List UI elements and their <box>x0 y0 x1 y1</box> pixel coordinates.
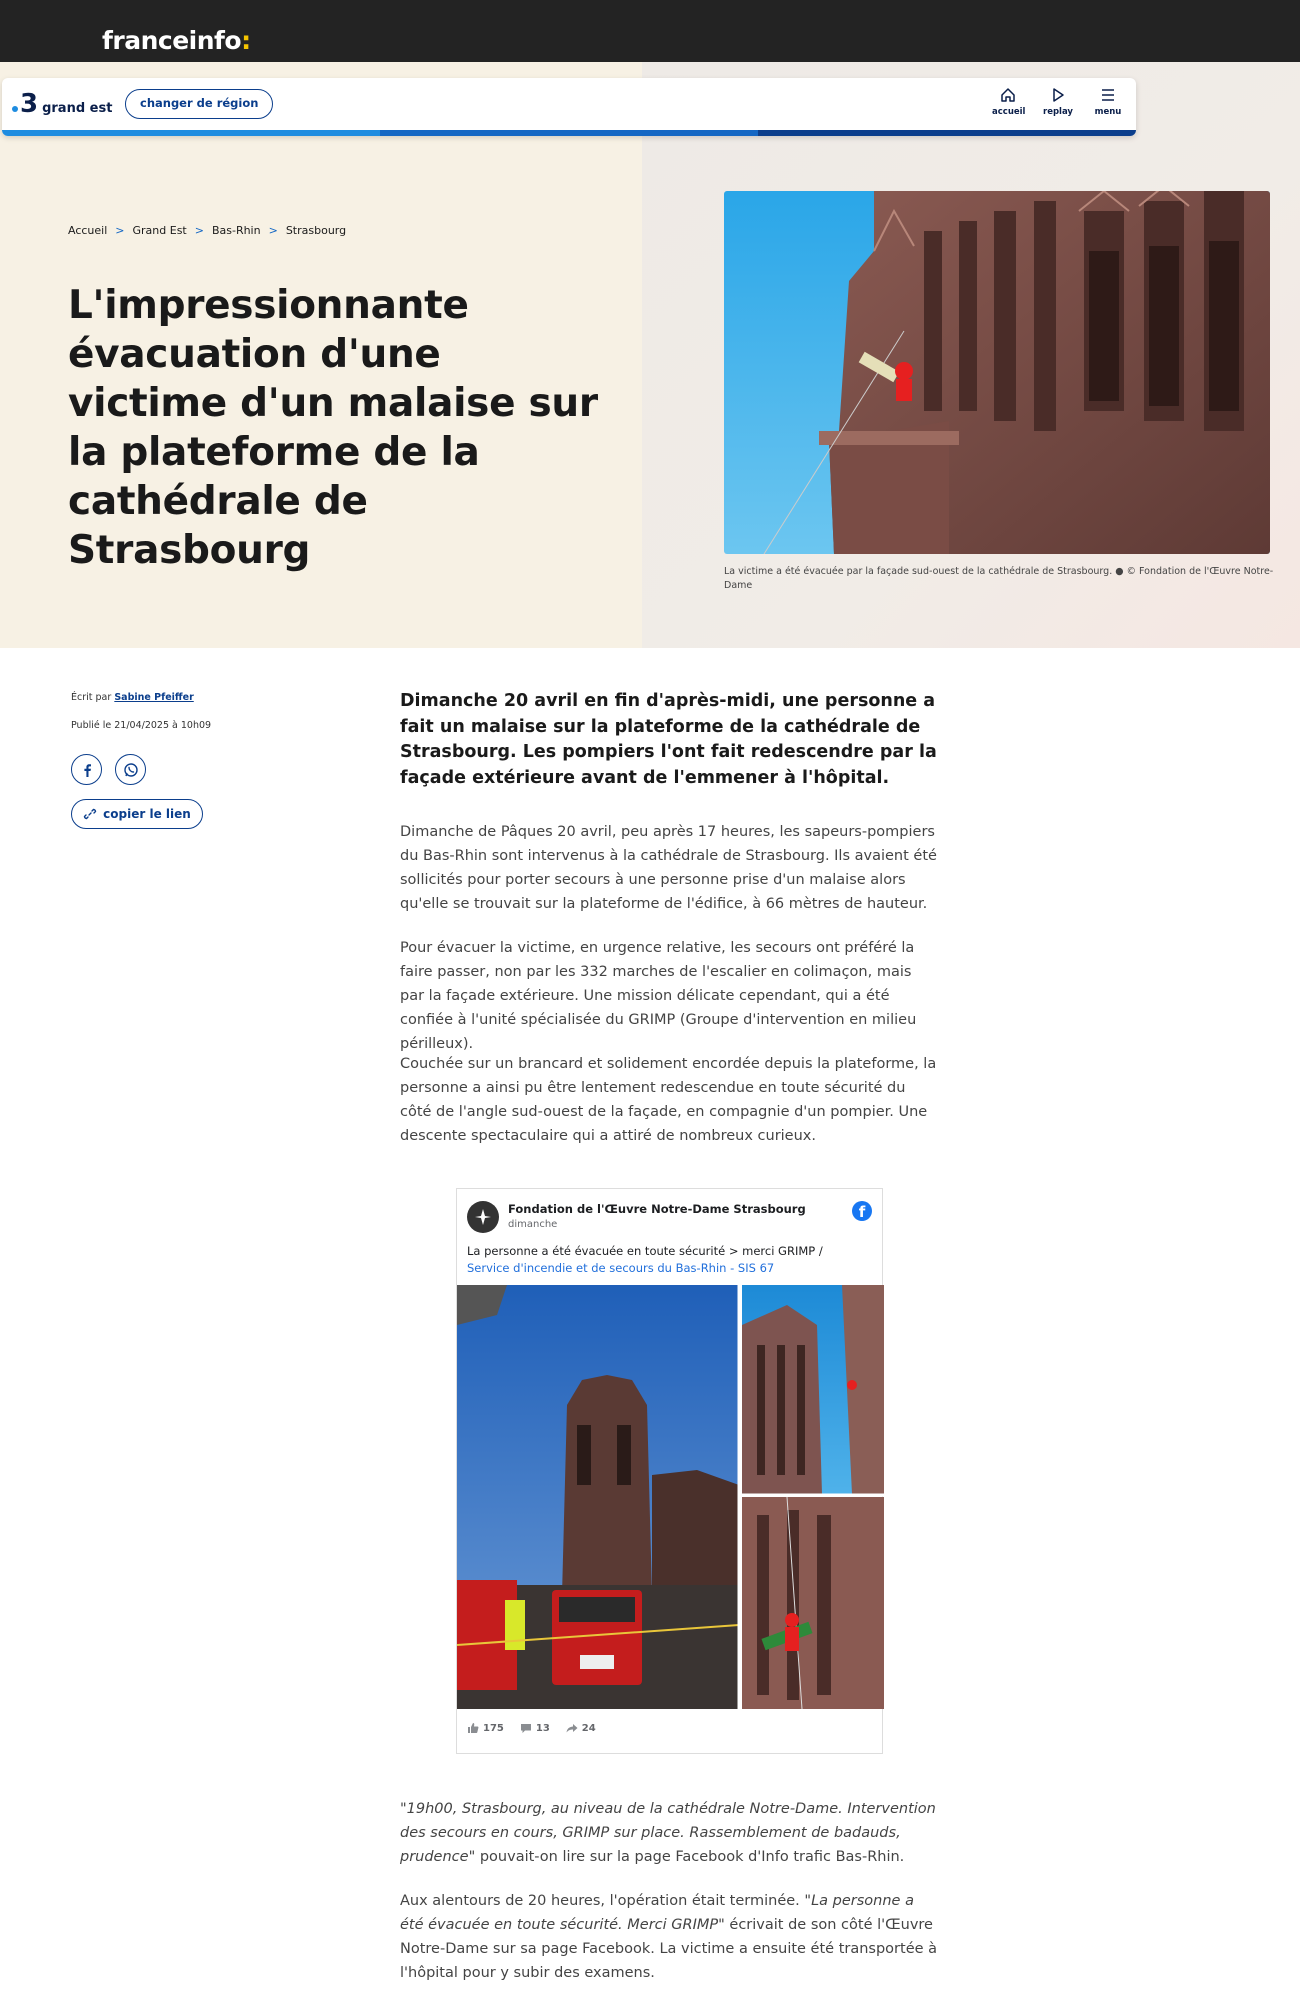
quote-info-trafic: "19h00, Strasbourg, au niveau de la cathédrale Notre-Dame. Intervention des secours en cours, GRIMP sur place. Rassemblement de badauds, prudence" <box>400 1801 936 1865</box>
facebook-embed[interactable] <box>456 1188 883 1754</box>
france3-logo[interactable] <box>12 89 113 119</box>
breadcrumb-accueil[interactable]: Accueil <box>68 224 108 237</box>
menu-icon <box>1100 87 1116 103</box>
nav-home-label: accueil <box>992 107 1026 117</box>
nav-menu[interactable] <box>1092 87 1124 117</box>
article-paragraph-5 <box>400 1889 940 1985</box>
fb-likes[interactable] <box>467 1722 504 1734</box>
copy-link-label: copier le lien <box>103 807 191 821</box>
chevron-right-icon: > <box>115 224 125 237</box>
article-paragraph-1: Dimanche de Pâques 20 avril, peu après 17 heures, les sapeurs-pompiers du Bas-Rhin sont intervenus à la cathédrale de Strasbourg. Ils avaient été sollicités pour porter secours à une personne prise d'un malaise alors qu'elle se trouvait sur la plateforme de l'édifice, à 66 mètres de hauteur. <box>400 824 937 912</box>
fb-photo-grid[interactable] <box>457 1285 884 1709</box>
link-icon <box>83 807 97 821</box>
share-icon <box>566 1722 578 1734</box>
fb-comments[interactable] <box>520 1722 550 1734</box>
brand-colon: : <box>241 26 251 55</box>
chevron-right-icon: > <box>194 224 204 237</box>
nav-replay-label: replay <box>1043 107 1073 117</box>
region-stripe <box>2 130 1136 136</box>
publish-date: Publié le 21/04/2025 à 10h09 <box>71 720 212 731</box>
author-line <box>71 692 194 703</box>
fb-shares[interactable] <box>566 1722 596 1734</box>
fb-post-time[interactable]: dimanche <box>508 1219 558 1230</box>
quote-oeuvre-notre-dame: "La personne a été évacuée en toute sécurité. Merci GRIMP" <box>400 1893 914 1933</box>
copy-link-button[interactable] <box>71 799 203 829</box>
comment-icon <box>520 1722 532 1734</box>
fb-post-text <box>467 1243 867 1277</box>
breadcrumb-bas-rhin[interactable]: Bas-Rhin <box>211 224 261 237</box>
share-whatsapp-button[interactable] <box>115 754 146 785</box>
hero-image <box>724 191 1270 554</box>
header-nav <box>992 87 1124 117</box>
region-name: grand est <box>42 101 113 116</box>
breadcrumb <box>68 224 346 237</box>
cathedral-logo-icon <box>473 1207 493 1227</box>
paragraph-4-rest: pouvait-on lire sur la page Facebook d'Info trafic Bas-Rhin. <box>475 1849 905 1865</box>
logo-number: 3 <box>20 89 39 119</box>
brand-text: franceinfo <box>102 26 242 55</box>
chevron-right-icon: > <box>268 224 278 237</box>
nav-home[interactable] <box>992 87 1024 117</box>
facebook-logo-icon[interactable]: f <box>852 1201 872 1221</box>
fb-stats <box>467 1722 596 1734</box>
fb-page-name[interactable]: Fondation de l'Œuvre Notre-Dame Strasbourg <box>508 1202 806 1216</box>
breadcrumb-grand-est[interactable]: Grand Est <box>132 224 187 237</box>
nav-menu-label: menu <box>1094 107 1122 117</box>
fb-likes-count: 175 <box>483 1722 504 1734</box>
share-facebook-button[interactable] <box>71 754 102 785</box>
franceinfo-logo[interactable] <box>102 26 251 55</box>
fb-shares-count: 24 <box>581 1722 596 1734</box>
thumbs-up-icon <box>467 1722 479 1734</box>
article-paragraph-3: Couchée sur un brancard et solidement encordée depuis la plateforme, la personne a ainsi pu être lentement redescendue en toute sécurité du côté de l'angle sud-ouest de la façade, en compagnie d'un pompier. Une descente spectaculaire qui a attiré de nombreux curieux. <box>400 1056 937 1144</box>
paragraph-5-start: Aux alentours de 20 heures, l'opération était terminée. <box>400 1893 805 1909</box>
nav-replay[interactable] <box>1042 87 1074 117</box>
change-region-button[interactable]: changer de région <box>125 89 273 119</box>
fb-text-main: La personne a été évacuée en toute sécurité > merci GRIMP / <box>467 1244 823 1258</box>
article-paragraph-4 <box>400 1797 940 1869</box>
top-bar <box>0 0 1300 62</box>
facebook-icon <box>80 763 94 777</box>
article-title: L'impressionnante évacuation d'une victime d'un malaise sur la plateforme de la cathédrale de Strasbourg <box>68 283 598 573</box>
article-paragraph-2: Pour évacuer la victime, en urgence relative, les secours ont préféré la faire passer, non par les 332 marches de l'escalier en colimaçon, mais par la façade extérieure. Une mission délicate cependant, qui a été confiée à l'unité spécialisée du GRIMP (Groupe d'intervention en milieu périlleux). <box>400 940 917 1052</box>
author-prefix: Écrit par <box>71 692 112 703</box>
fb-text-link[interactable]: Service d'incendie et de secours du Bas-Rhin - SIS 67 <box>467 1261 775 1275</box>
article-lead: Dimanche 20 avril en fin d'après-midi, une personne a fait un malaise sur la plateforme de la cathédrale de Strasbourg. Les pompiers l'ont fait redescendre par la façade extérieure avant de l'emmener à l'hôpital. <box>400 691 937 788</box>
image-caption: La victime a été évacuée par la façade sud-ouest de la cathédrale de Strasbourg. ● © Fondation de l'Œuvre Notre-Dame <box>724 566 1274 591</box>
author-link[interactable]: Sabine Pfeiffer <box>114 692 194 703</box>
logo-dot <box>12 106 18 112</box>
breadcrumb-strasbourg[interactable]: Strasbourg <box>285 224 347 237</box>
play-icon <box>1050 87 1066 103</box>
paragraph-5-rest: écrivait de son côté l'Œuvre Notre-Dame sur sa page Facebook. La victime a ensuite été transportée à l'hôpital pour y subir des examens. <box>400 1917 938 1981</box>
page-avatar[interactable] <box>467 1201 499 1233</box>
fb-comments-count: 13 <box>535 1722 550 1734</box>
region-header <box>2 78 1136 136</box>
home-icon <box>1000 87 1016 103</box>
whatsapp-icon <box>123 762 139 778</box>
